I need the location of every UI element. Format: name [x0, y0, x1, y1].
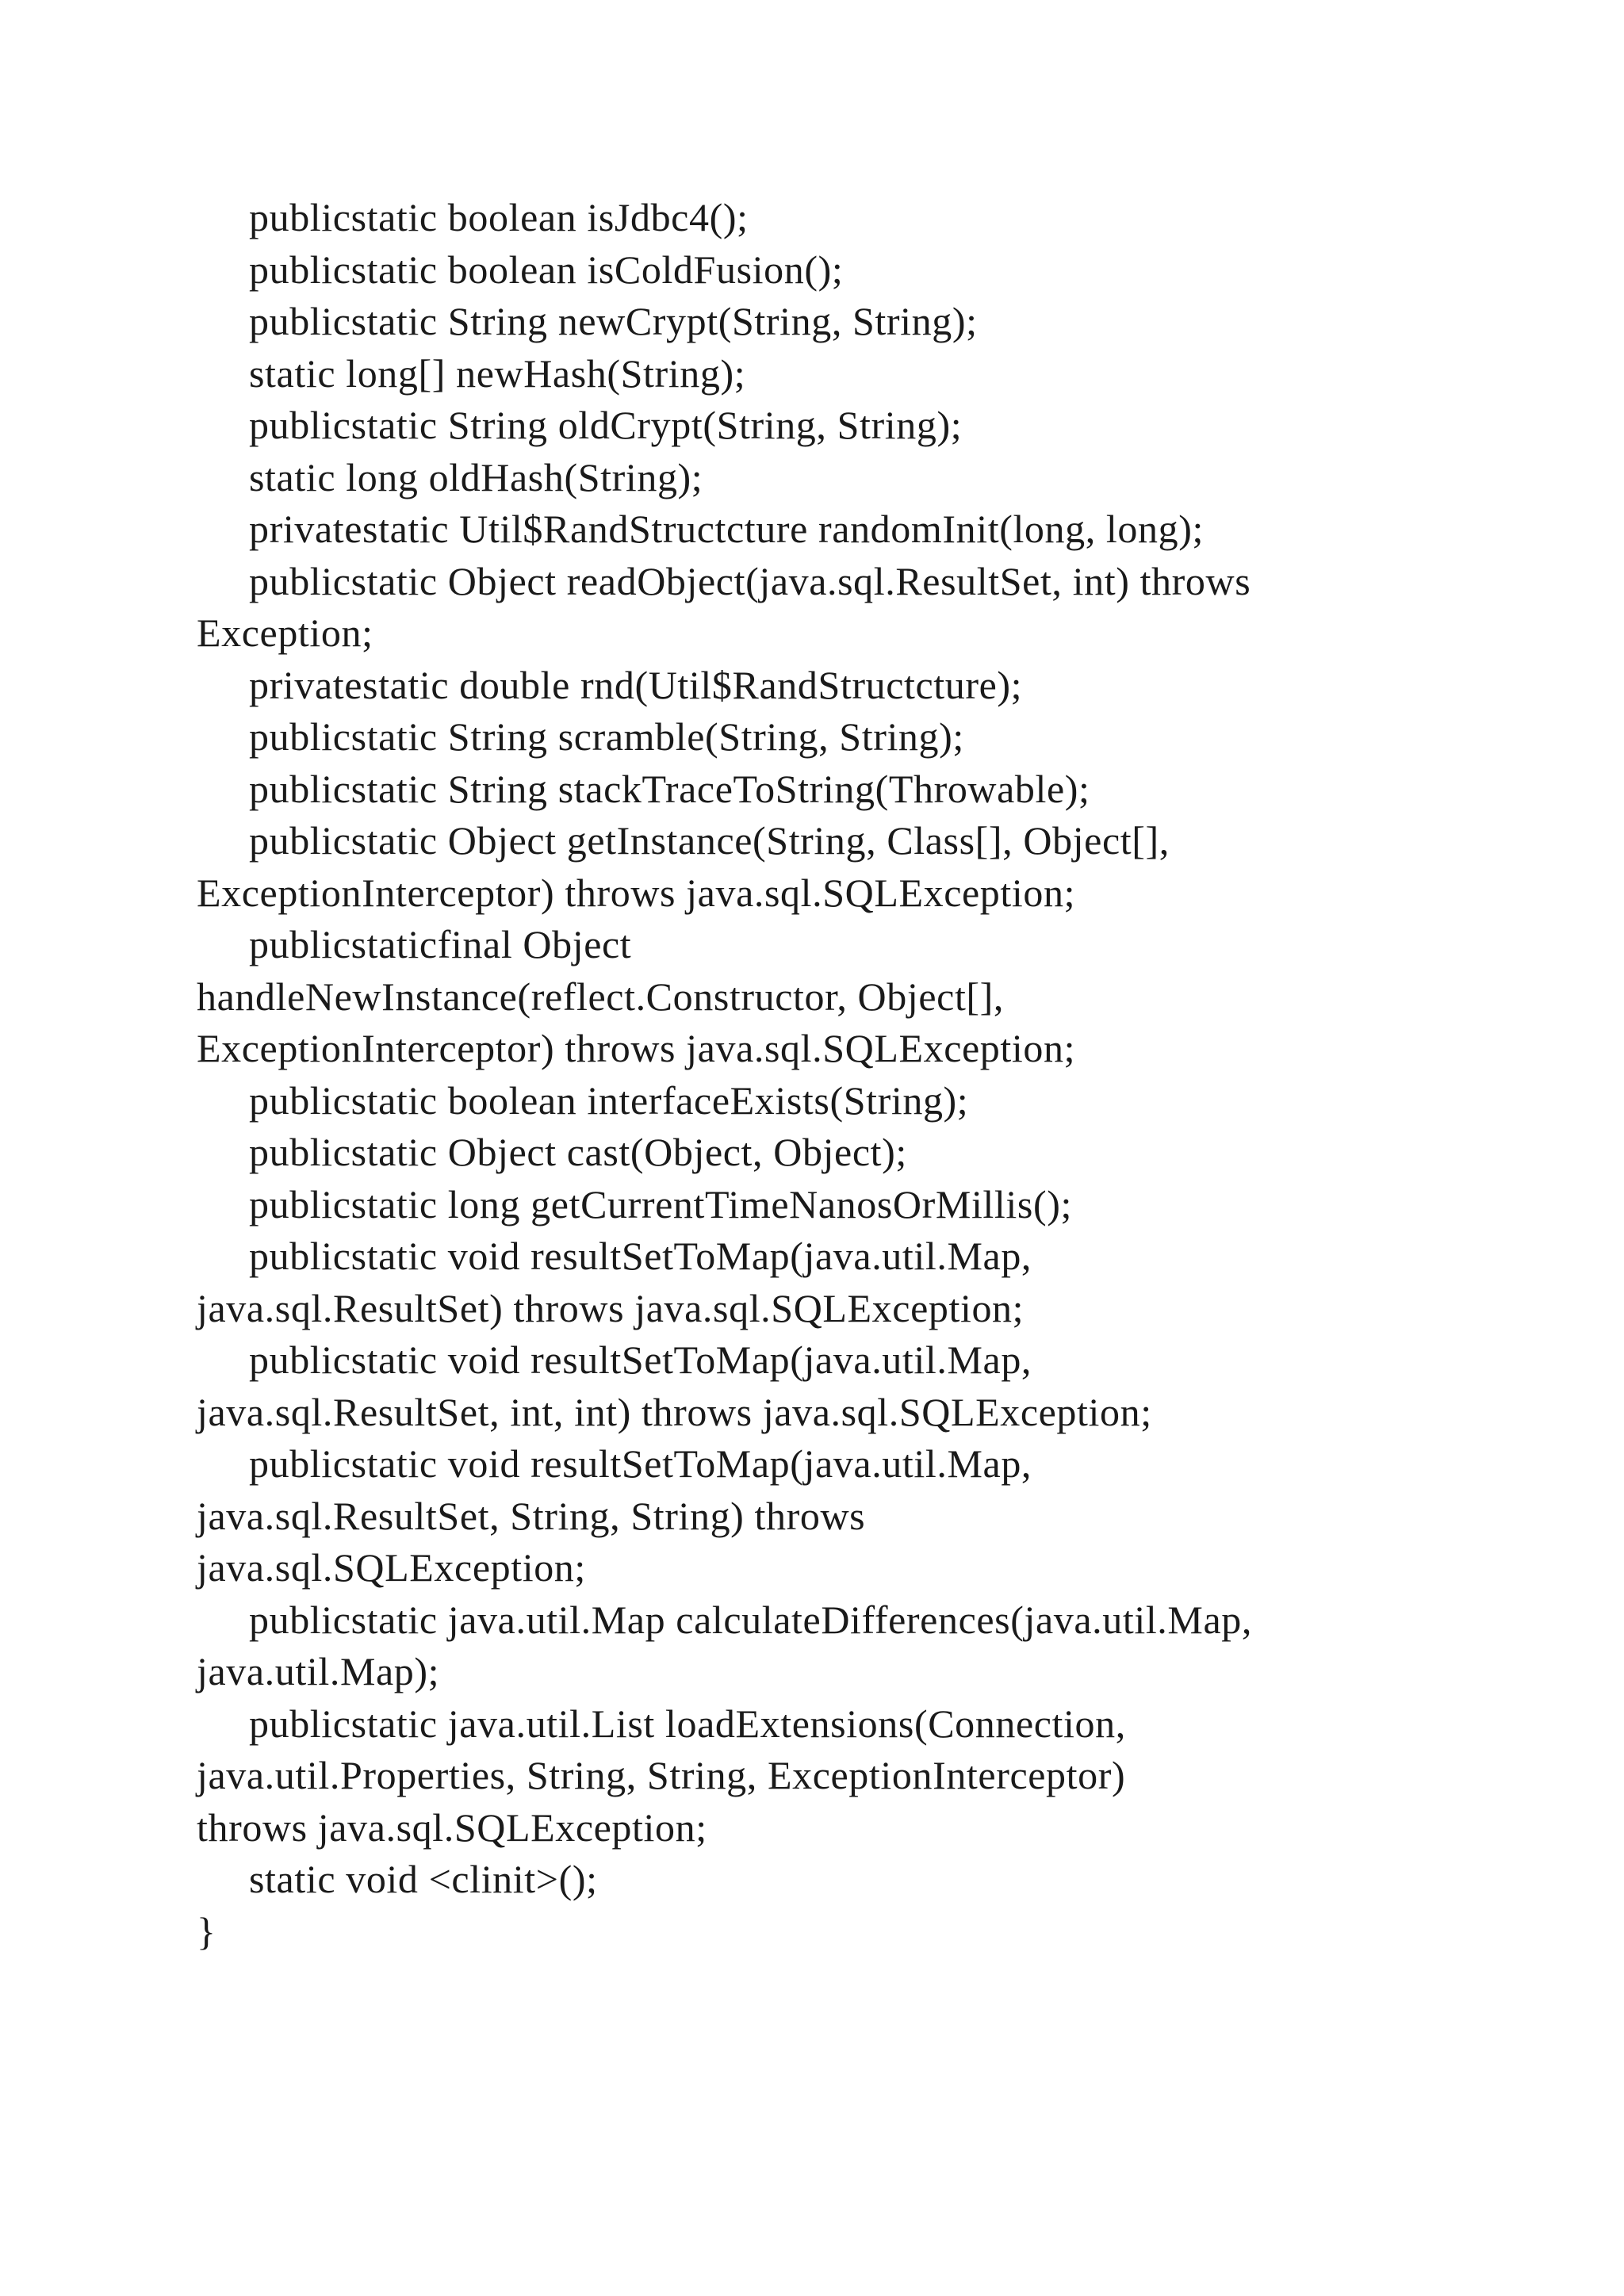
code-line: publicstatic void resultSetToMap(java.util.Map, [249, 1337, 1032, 1382]
code-line: publicstatic String newCrypt(String, String); [249, 299, 978, 343]
code-line-continuation: java.util.Properties, String, String, ExceptionInterceptor) [197, 1753, 1126, 1797]
code-line: publicstatic String scramble(String, String); [249, 714, 964, 759]
code-line-continuation: ExceptionInterceptor) throws java.sql.SQLException; [197, 1026, 1076, 1070]
code-line: publicstatic boolean isColdFusion(); [249, 247, 844, 292]
code-line: publicstatic void resultSetToMap(java.util.Map, [249, 1234, 1032, 1278]
code-line: publicstatic long getCurrentTimeNanosOrMillis(); [249, 1181, 1072, 1226]
code-line-continuation: throws java.sql.SQLException; [197, 1804, 707, 1850]
code-line: static long oldHash(String); [249, 454, 703, 499]
code-listing [197, 192, 1497, 1957]
code-line: privatestatic double rnd(Util$RandStructcture); [249, 662, 1023, 707]
code-line-continuation: handleNewInstance(reflect.Constructor, Object[], [197, 974, 1005, 1019]
code-line-continuation: Exception; [197, 610, 373, 655]
code-line: publicstatic Object getInstance(String, Class[], Object[], [249, 818, 1170, 863]
code-line: publicstatic java.util.Map calculateDifferences(java.util.Map, [249, 1597, 1252, 1642]
code-line: publicstatic boolean interfaceExists(String); [249, 1077, 969, 1123]
code-line-continuation: java.sql.ResultSet, String, String) throws [197, 1493, 866, 1538]
code-line: publicstaticfinal Object [249, 922, 632, 966]
code-line: publicstatic Object cast(Object, Object); [249, 1130, 907, 1174]
code-line: publicstatic String stackTraceToString(Throwable); [249, 766, 1090, 811]
code-line-continuation: java.sql.SQLException; [197, 1545, 586, 1590]
code-line-continuation: java.sql.ResultSet, int, int) throws java.sql.SQLException; [197, 1389, 1152, 1434]
code-line-continuation: java.util.Map); [197, 1649, 440, 1693]
code-line: privatestatic Util$RandStructcture randomInit(long, long); [249, 507, 1204, 551]
code-line: publicstatic java.util.List loadExtensions(Connection, [249, 1701, 1126, 1746]
code-line: static void <clinit>(); [249, 1857, 598, 1901]
code-line: publicstatic Object readObject(java.sql.ResultSet, int) throws [249, 558, 1251, 603]
code-line: static long[] newHash(String); [249, 350, 746, 396]
code-line: publicstatic String oldCrypt(String, String); [249, 403, 963, 447]
code-line: publicstatic void resultSetToMap(java.util.Map, [249, 1441, 1032, 1486]
code-line: publicstatic boolean isJdbc4(); [249, 195, 749, 239]
closing-brace: } [197, 1908, 216, 1954]
code-line-continuation: ExceptionInterceptor) throws java.sql.SQLException; [197, 870, 1076, 915]
code-line-continuation: java.sql.ResultSet) throws java.sql.SQLException; [197, 1285, 1025, 1330]
